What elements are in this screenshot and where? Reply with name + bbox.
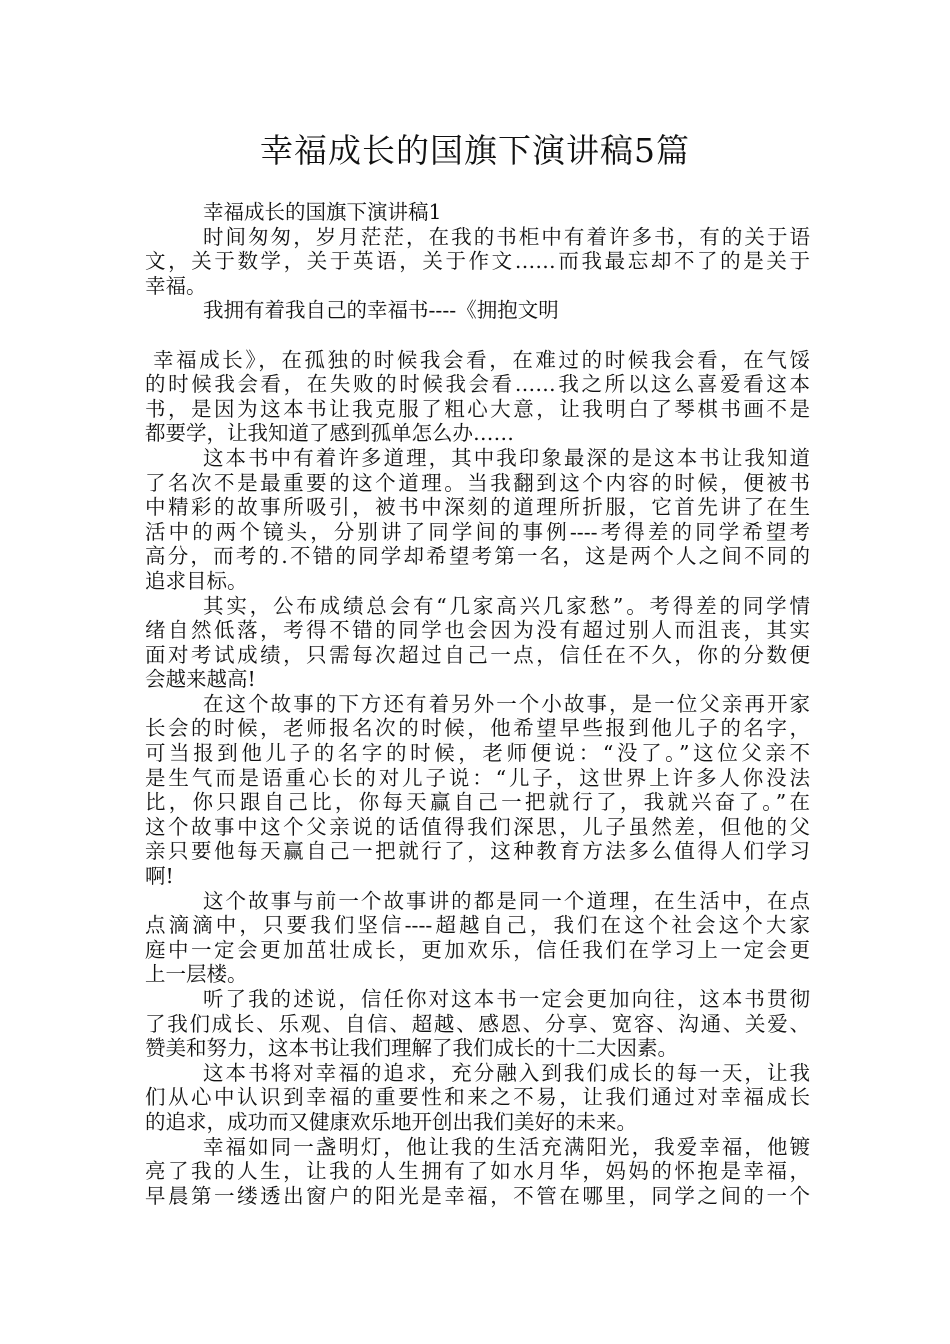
text-line: 们从心中认识到幸福的重要性和来之不易，让我们通过对幸福成长 — [145, 1085, 810, 1110]
text-line: 可当报到他儿子的名字的时候，老师便说：“没了。”这位父亲不 — [145, 741, 810, 766]
text-line: 这个故事与前一个故事讲的都是同一个道理，在生活中，在点 — [203, 888, 810, 913]
text-line: 听了我的述说，信任你对这本书一定会更加向往，这本书贯彻 — [203, 987, 810, 1011]
document-title: 幸福成长的国旗下演讲稿5篇 — [260, 131, 690, 170]
document-body — [145, 200, 810, 1208]
text-line: 中精彩的故事所吸引，被书中深刻的道理所折服，它首先讲了在生 — [145, 495, 810, 520]
text-line: 长会的时候，老师报名次的时候，他希望早些报到他儿子的名字， — [145, 716, 810, 741]
text-line: 这本书中有着许多道理，其中我印象最深的是这本书让我知道 — [203, 445, 810, 470]
text-line: 绪自然低落，考得不错的同学也会因为没有超过别人而沮丧，其实 — [145, 618, 810, 643]
text-line: 幸福成长》，在孤独的时候我会看，在难过的时候我会看，在气馁 — [153, 347, 810, 372]
text-line: 会越来越高! — [145, 667, 256, 692]
text-line: 点滴滴中，只要我们坚信----超越自己，我们在这个社会这个大家 — [145, 913, 810, 938]
text-line: 啊! — [145, 864, 174, 889]
text-line: 面对考试成绩，只需每次超过自己一点，信任在不久，你的分数便 — [145, 642, 810, 667]
text-line: 的时候我会看，在失败的时候我会看……我之所以这么喜爱看这本 — [145, 372, 810, 397]
text-line: 上一层楼。 — [145, 962, 248, 987]
text-line: 了我们成长、乐观、自信、超越、感恩、分享、宽容、沟通、关爱、 — [145, 1011, 810, 1036]
text-line: 其实，公布成绩总会有“几家高兴几家愁”。考得差的同学情 — [203, 593, 810, 618]
text-line: 时间匆匆，岁月茫茫，在我的书柜中有着许多书，有的关于语 — [203, 224, 810, 249]
text-line: 我拥有着我自己的幸福书----《拥抱文明 — [203, 298, 559, 323]
text-line: 书，是因为这本书让我克服了粗心大意，让我明白了琴棋书画不是 — [145, 396, 810, 421]
text-line: 这本书将对幸福的追求，充分融入到我们成长的每一天，让我 — [203, 1060, 810, 1085]
text-line: 在这个故事的下方还有着另外一个小故事，是一位父亲再开家 — [203, 691, 810, 716]
text-line: 庭中一定会更加茁壮成长，更加欢乐，信任我们在学习上一定会更 — [145, 937, 810, 962]
text-line: 了名次不是最重要的这个道理。当我翻到这个内容的时候，便被书 — [145, 470, 810, 495]
text-line: 幸福如同一盏明灯，他让我的生活充满阳光，我爱幸福，他镀 — [203, 1134, 810, 1159]
text-line: 高分，而考的.不错的同学却希望考第一名，这是两个人之间不同的 — [145, 544, 810, 569]
text-line: 幸福成长的国旗下演讲稿1 — [203, 200, 442, 224]
text-line: 幸福。 — [145, 273, 207, 298]
text-line: 这个故事中这个父亲说的话值得我们深思，儿子虽然差，但他的父 — [145, 814, 810, 839]
text-line: 早晨第一缕透出窗户的阳光是幸福，不管在哪里，同学之间的一个 — [145, 1183, 810, 1208]
text-line: 活中的两个镜头，分别讲了同学间的事例----考得差的同学希望考 — [145, 519, 810, 544]
text-line: 亮了我的人生，让我的人生拥有了如水月华，妈妈的怀抱是幸福， — [145, 1159, 810, 1184]
text-line: 的追求，成功而又健康欢乐地开创出我们美好的未来。 — [145, 1109, 637, 1134]
text-line: 亲只要他每天赢自己一把就行了，这种教育方法多么值得人们学习 — [145, 839, 810, 864]
text-line: 都要学，让我知道了感到孤单怎么办…… — [145, 421, 514, 446]
text-line: 赞美和努力，这本书让我们理解了我们成长的十二大因素。 — [145, 1036, 678, 1061]
text-line: 是生气而是语重心长的对儿子说：“儿子，这世界上许多人你没法 — [145, 765, 810, 790]
text-line: 文，关于数学，关于英语，关于作文……而我最忘却不了的是关于 — [145, 249, 810, 274]
text-line: 追求目标。 — [145, 568, 248, 593]
text-line: 比，你只跟自己比，你每天赢自己一把就行了，我就兴奋了。”在 — [145, 790, 810, 815]
